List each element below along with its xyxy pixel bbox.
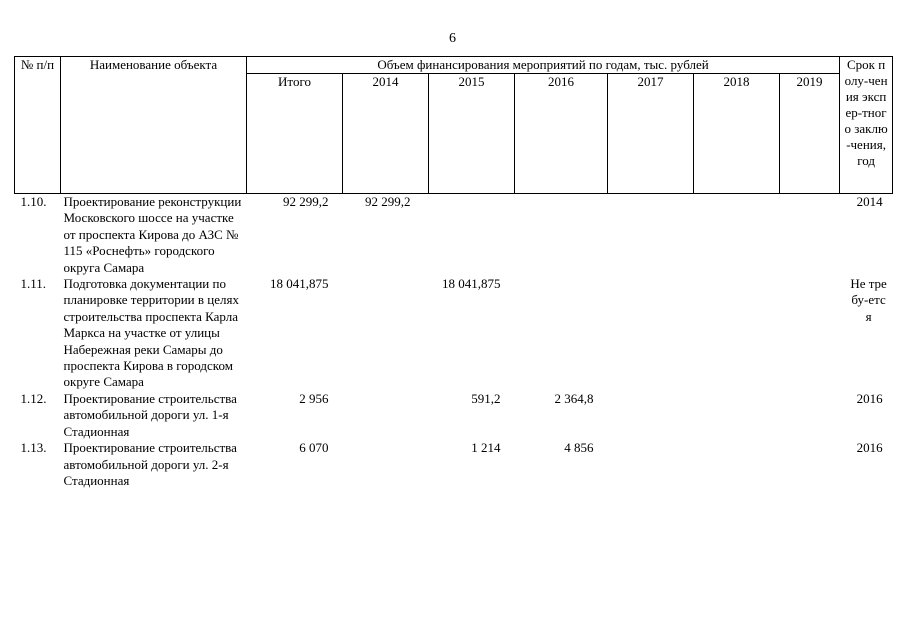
row-y2018 — [694, 194, 780, 277]
financing-table — [14, 56, 893, 489]
row-y2015: 591,2 — [471, 390, 501, 406]
row-name: Проектирование реконструкции Московского шоссе на участке от проспекта Кирова до АЗС № 115 «Роснефть» городского округа Самара — [63, 194, 242, 275]
row-y2016: 4 856 — [564, 440, 594, 456]
header-no: № п/п — [15, 57, 61, 194]
table-row — [15, 194, 893, 277]
row-no: 1.12. — [20, 390, 47, 406]
header-year-2014: 2014 — [343, 74, 429, 194]
row-y2018 — [694, 391, 780, 440]
row-y2017 — [608, 194, 694, 277]
row-no: 1.10. — [20, 194, 47, 209]
header-year-2017: 2017 — [608, 74, 694, 194]
row-y2018 — [694, 440, 780, 489]
row-name: Проектирование строительства автомобильной дороги ул. 2-я Стадионная — [63, 440, 237, 488]
row-total: 92 299,2 — [283, 194, 329, 209]
row-term: 2016 — [856, 440, 883, 456]
row-total: 6 070 — [299, 440, 329, 456]
header-year-2016: 2016 — [515, 74, 608, 194]
row-no: 1.13. — [20, 440, 47, 456]
row-y2015: 1 214 — [471, 440, 501, 456]
header-total: Итого — [247, 74, 343, 194]
table-row — [15, 276, 893, 391]
header-year-2015: 2015 — [429, 74, 515, 194]
row-y2018 — [694, 276, 780, 391]
row-total: 18 041,875 — [270, 276, 329, 292]
header-row-1 — [15, 57, 893, 74]
header-year-2019: 2019 — [780, 74, 840, 194]
row-name: Подготовка документации по планировке территории в целях строительства проспекта Карла Маркса на участке от улицы Набережная реки Самары до проспекта Кирова в городском округе Самара — [63, 276, 239, 390]
header-financing-group: Объем финансирования мероприятий по годам, тыс. рублей — [247, 57, 840, 74]
row-y2014: 92 299,2 — [365, 194, 411, 209]
row-y2014 — [343, 276, 429, 391]
row-term: 2016 — [856, 390, 883, 406]
page-number: 6 — [449, 31, 456, 46]
row-y2016 — [515, 276, 608, 391]
row-y2019 — [780, 391, 840, 440]
row-y2014 — [343, 440, 429, 489]
row-y2019 — [780, 440, 840, 489]
row-y2016 — [515, 194, 608, 277]
row-y2019 — [780, 276, 840, 391]
table-row — [15, 440, 893, 489]
row-y2017 — [608, 391, 694, 440]
row-y2015 — [429, 194, 515, 277]
row-y2015: 18 041,875 — [442, 276, 501, 292]
row-y2019 — [780, 194, 840, 277]
table-row — [15, 391, 893, 440]
row-y2016: 2 364,8 — [554, 390, 594, 406]
row-term: 2014 — [856, 194, 883, 209]
header-year-2018: 2018 — [694, 74, 780, 194]
row-term: Не требу-ется — [850, 276, 887, 324]
header-name: Наименование объекта — [61, 57, 247, 194]
row-y2017 — [608, 276, 694, 391]
header-term: Срок полу-чения экспер-тного заклю-чения, год — [840, 57, 893, 194]
row-name: Проектирование строительства автомобильной дороги ул. 1-я Стадионная — [63, 390, 237, 439]
row-y2017 — [608, 440, 694, 489]
row-y2014 — [343, 391, 429, 440]
row-total: 2 956 — [299, 390, 329, 406]
row-no: 1.11. — [20, 276, 47, 292]
